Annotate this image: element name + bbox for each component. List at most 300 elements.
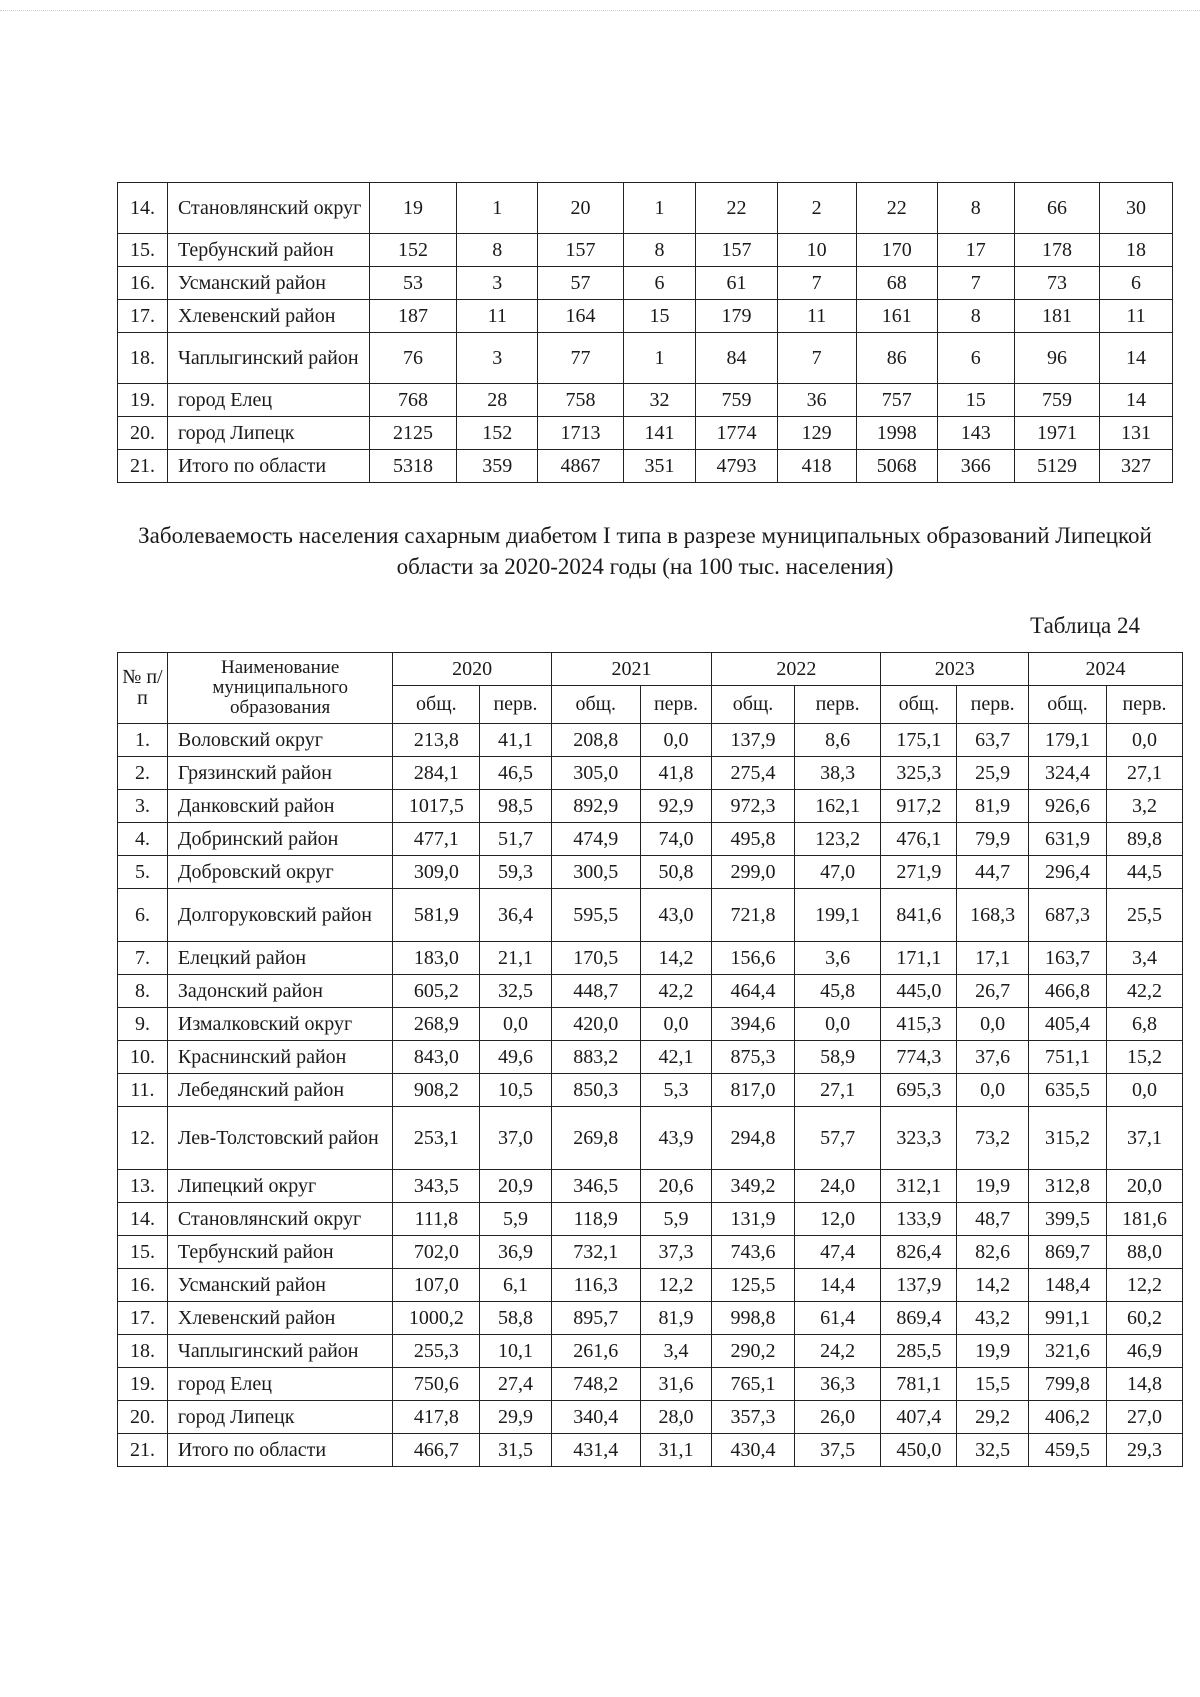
value-cell: 32,5 [480, 975, 552, 1008]
value-cell: 8 [937, 183, 1014, 234]
value-cell: 157 [696, 234, 777, 267]
value-cell: 759 [696, 384, 777, 417]
value-cell: 20,6 [640, 1170, 712, 1203]
value-cell: 324,4 [1028, 757, 1106, 790]
value-cell: 748,2 [551, 1368, 640, 1401]
value-cell: 3,4 [1107, 942, 1183, 975]
value-cell: 11 [777, 300, 856, 333]
row-number: 5. [118, 856, 168, 889]
value-cell: 750,6 [393, 1368, 480, 1401]
table-row [118, 183, 1173, 234]
value-cell: 7 [937, 267, 1014, 300]
value-cell: 98,5 [480, 790, 552, 823]
value-cell: 366 [937, 450, 1014, 483]
value-cell: 8 [623, 234, 696, 267]
value-cell: 4867 [538, 450, 623, 483]
value-cell: 5,9 [640, 1203, 712, 1236]
value-cell: 430,4 [712, 1434, 794, 1467]
value-cell: 445,0 [881, 975, 957, 1008]
value-cell: 118,9 [551, 1203, 640, 1236]
value-cell: 346,5 [551, 1170, 640, 1203]
value-cell: 595,5 [551, 889, 640, 942]
value-cell: 187 [369, 300, 456, 333]
municipality-name: Добровский округ [167, 856, 393, 889]
subheader-total: общ. [393, 686, 480, 724]
value-cell: 111,8 [393, 1203, 480, 1236]
value-cell: 68 [856, 267, 937, 300]
table-row [118, 1335, 1183, 1368]
table-row [118, 1170, 1183, 1203]
value-cell: 826,4 [881, 1236, 957, 1269]
row-number: 3. [118, 790, 168, 823]
table-row [118, 417, 1173, 450]
value-cell: 972,3 [712, 790, 794, 823]
value-cell: 36,3 [794, 1368, 881, 1401]
value-cell: 131,9 [712, 1203, 794, 1236]
value-cell: 3,2 [1107, 790, 1183, 823]
table-row [118, 1236, 1183, 1269]
municipality-name: Липецкий округ [167, 1170, 393, 1203]
value-cell: 351 [623, 450, 696, 483]
value-cell: 44,7 [957, 856, 1029, 889]
table-row [118, 724, 1183, 757]
value-cell: 751,1 [1028, 1041, 1106, 1074]
value-cell: 0,0 [1107, 724, 1183, 757]
value-cell: 31,1 [640, 1434, 712, 1467]
row-number: 16. [118, 1269, 168, 1302]
value-cell: 22 [696, 183, 777, 234]
value-cell: 869,4 [881, 1302, 957, 1335]
table-row [118, 234, 1173, 267]
subheader-new: перв. [1107, 686, 1183, 724]
value-cell: 12,2 [1107, 1269, 1183, 1302]
value-cell: 81,9 [640, 1302, 712, 1335]
value-cell: 758 [538, 384, 623, 417]
table-row [118, 1041, 1183, 1074]
header-year-2021: 2021 [551, 653, 712, 686]
subheader-total: общ. [551, 686, 640, 724]
value-cell: 817,0 [712, 1074, 794, 1107]
value-cell: 399,5 [1028, 1203, 1106, 1236]
value-cell: 181 [1014, 300, 1099, 333]
subheader-new: перв. [640, 686, 712, 724]
subheader-total: общ. [881, 686, 957, 724]
value-cell: 14 [1100, 333, 1173, 384]
value-cell: 321,6 [1028, 1335, 1106, 1368]
row-number: 13. [118, 1170, 168, 1203]
row-number: 2. [118, 757, 168, 790]
value-cell: 29,9 [480, 1401, 552, 1434]
value-cell: 0,0 [1107, 1074, 1183, 1107]
value-cell: 148,4 [1028, 1269, 1106, 1302]
municipality-name: город Липецк [167, 1401, 393, 1434]
row-number: 17. [118, 1302, 168, 1335]
header-year-2023: 2023 [881, 653, 1028, 686]
value-cell: 359 [457, 450, 538, 483]
value-cell: 32,5 [957, 1434, 1029, 1467]
value-cell: 27,4 [480, 1368, 552, 1401]
value-cell: 743,6 [712, 1236, 794, 1269]
row-number: 19. [118, 384, 168, 417]
table-row [118, 1008, 1183, 1041]
value-cell: 42,2 [640, 975, 712, 1008]
value-cell: 170 [856, 234, 937, 267]
value-cell: 15,5 [957, 1368, 1029, 1401]
value-cell: 162,1 [794, 790, 881, 823]
value-cell: 44,5 [1107, 856, 1183, 889]
value-cell: 79,9 [957, 823, 1029, 856]
value-cell: 892,9 [551, 790, 640, 823]
value-cell: 15 [937, 384, 1014, 417]
value-cell: 998,8 [712, 1302, 794, 1335]
municipality-name: Измалковский округ [167, 1008, 393, 1041]
value-cell: 19,9 [957, 1170, 1029, 1203]
value-cell: 1971 [1014, 417, 1099, 450]
value-cell: 7 [777, 267, 856, 300]
table-row [118, 790, 1183, 823]
value-cell: 47,0 [794, 856, 881, 889]
value-cell: 290,2 [712, 1335, 794, 1368]
row-number: 18. [118, 1335, 168, 1368]
value-cell: 82,6 [957, 1236, 1029, 1269]
value-cell: 19,9 [957, 1335, 1029, 1368]
value-cell: 312,8 [1028, 1170, 1106, 1203]
value-cell: 11 [457, 300, 538, 333]
value-cell: 325,3 [881, 757, 957, 790]
row-number: 4. [118, 823, 168, 856]
value-cell: 179 [696, 300, 777, 333]
value-cell: 157 [538, 234, 623, 267]
table-row [118, 1368, 1183, 1401]
value-cell: 31,6 [640, 1368, 712, 1401]
value-cell: 8 [937, 300, 1014, 333]
subheader-new: перв. [480, 686, 552, 724]
value-cell: 36 [777, 384, 856, 417]
value-cell: 27,1 [1107, 757, 1183, 790]
row-number: 18. [118, 333, 168, 384]
municipality-name: Воловский округ [167, 724, 393, 757]
municipality-name: Краснинский район [167, 1041, 393, 1074]
header-num: № п/п [118, 653, 168, 724]
row-number: 10. [118, 1041, 168, 1074]
value-cell: 37,5 [794, 1434, 881, 1467]
municipality-name: город Елец [167, 384, 369, 417]
value-cell: 66 [1014, 183, 1099, 234]
value-cell: 926,6 [1028, 790, 1106, 823]
municipality-name: Лебедянский район [167, 1074, 393, 1107]
value-cell: 116,3 [551, 1269, 640, 1302]
value-cell: 37,6 [957, 1041, 1029, 1074]
municipality-name: Усманский район [167, 1269, 393, 1302]
header-year-2024: 2024 [1028, 653, 1182, 686]
value-cell: 29,3 [1107, 1434, 1183, 1467]
value-cell: 14,8 [1107, 1368, 1183, 1401]
value-cell: 1 [623, 183, 696, 234]
value-cell: 323,3 [881, 1107, 957, 1170]
value-cell: 37,0 [480, 1107, 552, 1170]
value-cell: 343,5 [393, 1170, 480, 1203]
value-cell: 605,2 [393, 975, 480, 1008]
value-cell: 50,8 [640, 856, 712, 889]
value-cell: 495,8 [712, 823, 794, 856]
value-cell: 349,2 [712, 1170, 794, 1203]
value-cell: 474,9 [551, 823, 640, 856]
value-cell: 781,1 [881, 1368, 957, 1401]
subheader-total: общ. [712, 686, 794, 724]
table-row [118, 942, 1183, 975]
value-cell: 464,4 [712, 975, 794, 1008]
row-number: 15. [118, 1236, 168, 1269]
value-cell: 466,7 [393, 1434, 480, 1467]
value-cell: 1774 [696, 417, 777, 450]
municipality-name: Итого по области [167, 450, 369, 483]
municipality-name: Тербунский район [167, 234, 369, 267]
row-number: 20. [118, 1401, 168, 1434]
value-cell: 327 [1100, 450, 1173, 483]
value-cell: 631,9 [1028, 823, 1106, 856]
value-cell: 269,8 [551, 1107, 640, 1170]
value-cell: 6,1 [480, 1269, 552, 1302]
value-cell: 759 [1014, 384, 1099, 417]
municipality-name: Добринский район [167, 823, 393, 856]
value-cell: 3,6 [794, 942, 881, 975]
value-cell: 305,0 [551, 757, 640, 790]
value-cell: 88,0 [1107, 1236, 1183, 1269]
value-cell: 1998 [856, 417, 937, 450]
value-cell: 164 [538, 300, 623, 333]
value-cell: 28 [457, 384, 538, 417]
value-cell: 296,4 [1028, 856, 1106, 889]
value-cell: 27,1 [794, 1074, 881, 1107]
row-number: 11. [118, 1074, 168, 1107]
value-cell: 448,7 [551, 975, 640, 1008]
value-cell: 213,8 [393, 724, 480, 757]
header-year-2020: 2020 [393, 653, 551, 686]
value-cell: 73,2 [957, 1107, 1029, 1170]
value-cell: 1 [623, 333, 696, 384]
value-cell: 415,3 [881, 1008, 957, 1041]
municipality-name: Становлянский округ [167, 183, 369, 234]
value-cell: 45,8 [794, 975, 881, 1008]
value-cell: 8 [457, 234, 538, 267]
subheader-new: перв. [794, 686, 881, 724]
value-cell: 450,0 [881, 1434, 957, 1467]
municipality-name: Лев-Толстовский район [167, 1107, 393, 1170]
value-cell: 15 [623, 300, 696, 333]
value-cell: 137,9 [881, 1269, 957, 1302]
value-cell: 0,0 [794, 1008, 881, 1041]
municipality-name: Задонский район [167, 975, 393, 1008]
table-row [118, 1302, 1183, 1335]
value-cell: 61,4 [794, 1302, 881, 1335]
value-cell: 6,8 [1107, 1008, 1183, 1041]
value-cell: 294,8 [712, 1107, 794, 1170]
value-cell: 883,2 [551, 1041, 640, 1074]
value-cell: 58,9 [794, 1041, 881, 1074]
value-cell: 76 [369, 333, 456, 384]
value-cell: 11 [1100, 300, 1173, 333]
value-cell: 129 [777, 417, 856, 450]
value-cell: 183,0 [393, 942, 480, 975]
value-cell: 46,5 [480, 757, 552, 790]
table-row [118, 384, 1173, 417]
value-cell: 417,8 [393, 1401, 480, 1434]
municipality-name: Данковский район [167, 790, 393, 823]
value-cell: 63,7 [957, 724, 1029, 757]
value-cell: 869,7 [1028, 1236, 1106, 1269]
municipality-name: город Елец [167, 1368, 393, 1401]
municipality-name: Чаплыгинский район [167, 333, 369, 384]
value-cell: 0,0 [957, 1074, 1029, 1107]
row-number: 21. [118, 450, 168, 483]
value-cell: 757 [856, 384, 937, 417]
table-row [118, 856, 1183, 889]
value-cell: 340,4 [551, 1401, 640, 1434]
value-cell: 81,9 [957, 790, 1029, 823]
value-cell: 799,8 [1028, 1368, 1106, 1401]
table-24 [117, 652, 1183, 1467]
row-number: 20. [118, 417, 168, 450]
value-cell: 26,0 [794, 1401, 881, 1434]
value-cell: 10,1 [480, 1335, 552, 1368]
value-cell: 47,4 [794, 1236, 881, 1269]
value-cell: 917,2 [881, 790, 957, 823]
value-cell: 6 [1100, 267, 1173, 300]
table-row [118, 1107, 1183, 1170]
value-cell: 36,4 [480, 889, 552, 942]
value-cell: 19 [369, 183, 456, 234]
value-cell: 42,1 [640, 1041, 712, 1074]
value-cell: 20,9 [480, 1170, 552, 1203]
value-cell: 10 [777, 234, 856, 267]
value-cell: 5,3 [640, 1074, 712, 1107]
value-cell: 181,6 [1107, 1203, 1183, 1236]
value-cell: 41,1 [480, 724, 552, 757]
municipality-name: Хлевенский район [167, 300, 369, 333]
value-cell: 125,5 [712, 1269, 794, 1302]
municipality-name: Итого по области [167, 1434, 393, 1467]
subheader-new: перв. [957, 686, 1029, 724]
municipality-name: Чаплыгинский район [167, 1335, 393, 1368]
value-cell: 37,1 [1107, 1107, 1183, 1170]
value-cell: 275,4 [712, 757, 794, 790]
value-cell: 14,2 [640, 942, 712, 975]
value-cell: 635,5 [1028, 1074, 1106, 1107]
value-cell: 37,3 [640, 1236, 712, 1269]
row-number: 7. [118, 942, 168, 975]
value-cell: 29,2 [957, 1401, 1029, 1434]
value-cell: 42,2 [1107, 975, 1183, 1008]
value-cell: 96 [1014, 333, 1099, 384]
value-cell: 208,8 [551, 724, 640, 757]
value-cell: 175,1 [881, 724, 957, 757]
value-cell: 77 [538, 333, 623, 384]
table-row [118, 267, 1173, 300]
value-cell: 31,5 [480, 1434, 552, 1467]
row-number: 16. [118, 267, 168, 300]
value-cell: 51,7 [480, 823, 552, 856]
value-cell: 161 [856, 300, 937, 333]
section-title: Заболеваемость населения сахарным диабетом I типа в разрезе муниципальных образований Липецкой области за 2020-2024 годы (на 100 тыс. населения) [138, 523, 1152, 579]
value-cell: 991,1 [1028, 1302, 1106, 1335]
row-number: 1. [118, 724, 168, 757]
table-continued-body [118, 183, 1173, 483]
table-number-label: Таблица 24 [1030, 613, 1140, 638]
value-cell: 299,0 [712, 856, 794, 889]
value-cell: 255,3 [393, 1335, 480, 1368]
value-cell: 53 [369, 267, 456, 300]
value-cell: 908,2 [393, 1074, 480, 1107]
value-cell: 300,5 [551, 856, 640, 889]
value-cell: 4793 [696, 450, 777, 483]
value-cell: 25,9 [957, 757, 1029, 790]
value-cell: 0,0 [640, 724, 712, 757]
value-cell: 178 [1014, 234, 1099, 267]
value-cell: 5129 [1014, 450, 1099, 483]
table-row [118, 450, 1173, 483]
value-cell: 89,8 [1107, 823, 1183, 856]
value-cell: 86 [856, 333, 937, 384]
municipality-name: Елецкий район [167, 942, 393, 975]
value-cell: 6 [937, 333, 1014, 384]
table-row [118, 889, 1183, 942]
value-cell: 1017,5 [393, 790, 480, 823]
value-cell: 131 [1100, 417, 1173, 450]
value-cell: 2 [777, 183, 856, 234]
municipality-name: Тербунский район [167, 1236, 393, 1269]
value-cell: 5,9 [480, 1203, 552, 1236]
value-cell: 420,0 [551, 1008, 640, 1041]
value-cell: 721,8 [712, 889, 794, 942]
table-row [118, 823, 1183, 856]
value-cell: 12,2 [640, 1269, 712, 1302]
value-cell: 895,7 [551, 1302, 640, 1335]
value-cell: 43,9 [640, 1107, 712, 1170]
value-cell: 20,0 [1107, 1170, 1183, 1203]
value-cell: 843,0 [393, 1041, 480, 1074]
value-cell: 466,8 [1028, 975, 1106, 1008]
value-cell: 26,7 [957, 975, 1029, 1008]
municipality-name: Грязинский район [167, 757, 393, 790]
value-cell: 406,2 [1028, 1401, 1106, 1434]
value-cell: 431,4 [551, 1434, 640, 1467]
value-cell: 268,9 [393, 1008, 480, 1041]
value-cell: 3 [457, 267, 538, 300]
value-cell: 170,5 [551, 942, 640, 975]
value-cell: 30 [1100, 183, 1173, 234]
table-row [118, 333, 1173, 384]
table-row [118, 975, 1183, 1008]
table-row [118, 1269, 1183, 1302]
value-cell: 73 [1014, 267, 1099, 300]
table-row [118, 757, 1183, 790]
value-cell: 0,0 [957, 1008, 1029, 1041]
table-row [118, 1401, 1183, 1434]
value-cell: 57,7 [794, 1107, 881, 1170]
row-number: 8. [118, 975, 168, 1008]
value-cell: 10,5 [480, 1074, 552, 1107]
value-cell: 774,3 [881, 1041, 957, 1074]
value-cell: 394,6 [712, 1008, 794, 1041]
value-cell: 477,1 [393, 823, 480, 856]
value-cell: 168,3 [957, 889, 1029, 942]
table-24-body [118, 724, 1183, 1467]
value-cell: 1713 [538, 417, 623, 450]
value-cell: 24,0 [794, 1170, 881, 1203]
value-cell: 0,0 [480, 1008, 552, 1041]
value-cell: 261,6 [551, 1335, 640, 1368]
value-cell: 152 [457, 417, 538, 450]
